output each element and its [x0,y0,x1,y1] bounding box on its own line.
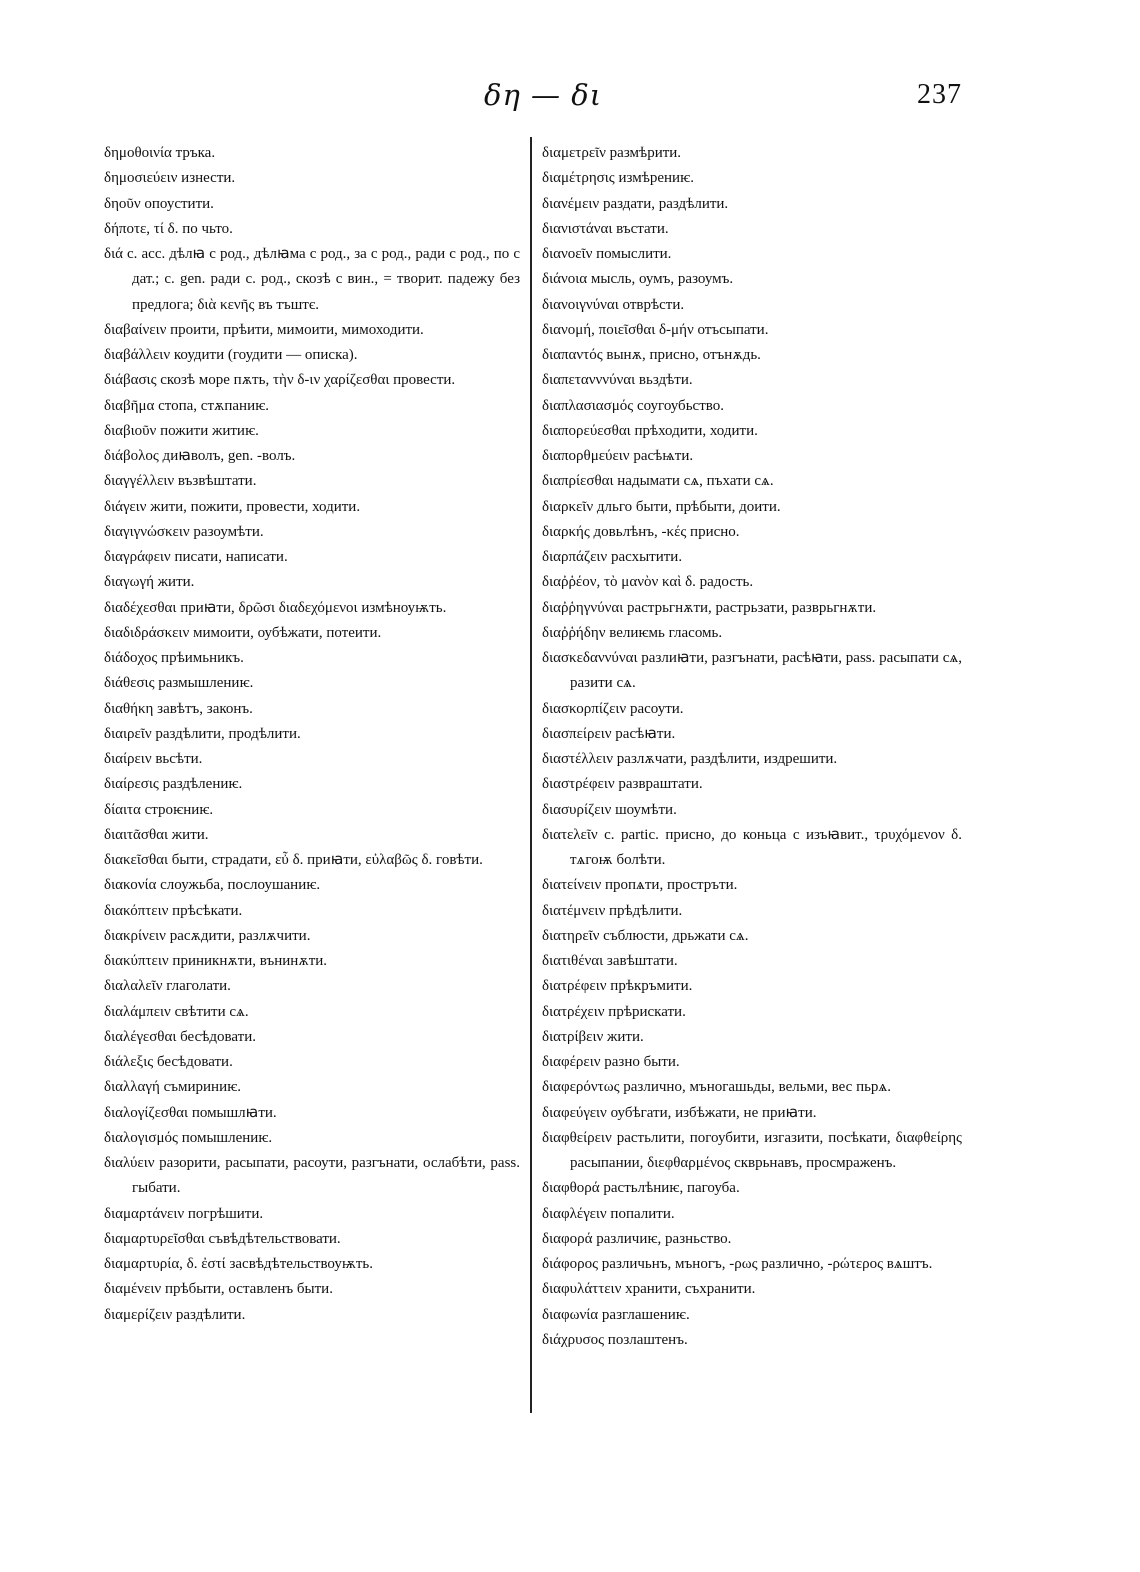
dictionary-entry: διαλύειν разорити, расыпати, расоути, разгънати, ослабѣти, pass. гыбати. [104,1155,520,1197]
dictionary-entry: διαγγέλλειν възвѣштати. [104,473,257,490]
dictionary-entry: δίαιτα строѥниѥ. [104,801,214,818]
dictionary-entry: διαιρεῖν раздѣлити, продѣлити. [104,725,301,742]
dictionary-entry: δημοσιεύειν изнести. [104,170,236,187]
dictionary-entry: διατρέχειν прѣрискати. [542,1003,686,1020]
dictionary-entry: διαβιοῦν пожити житиѥ. [104,422,259,439]
dictionary-entry: διαφορά различиѥ, разньство. [542,1230,732,1247]
dictionary-entry: διαγωγή жити. [104,574,195,591]
dictionary-entry: διαφθορά растьлѣниѥ, пагоуба. [542,1180,740,1197]
dictionary-entry: διαλογισμός помышлениѥ. [104,1129,273,1146]
dictionary-entry: διαφέρειν разно быти. [542,1054,680,1070]
left-column [104,141,520,1328]
page-number: 237 [917,79,962,110]
dictionary-entry: διαπετανννύναι вьздѣти. [542,372,693,389]
dictionary-entry: διαφυλάττειν хранити, съхранити. [542,1281,756,1298]
dictionary-entry: διαπαντός вынѫ, присно, отънѫдь. [542,347,761,363]
running-head: δη — δι [484,78,603,112]
dictionary-entry: διαλαλεῖν глаголати. [104,978,231,995]
dictionary-entry: διατέμνειν прѣдѣлити. [542,902,683,919]
dictionary-entry: διαλογίζεσθαι помышлꙗти. [104,1104,277,1121]
dictionary-entry: διαλλαγή съмириниѥ. [104,1079,242,1096]
dictionary-entry: δηοῦν опоустити. [104,195,214,212]
dictionary-entry: διανιστάναι въстати. [542,220,669,237]
dictionary-entry: διαρκής довьлѣнъ, -κές присно. [542,523,740,540]
dictionary-entry: διατιθέναι завѣштати. [542,953,678,969]
dictionary-entry: διασκεδαννύναι разлиꙗти, разгънати, расѣꙗти, pass. расыпати сѧ, разити сѧ. [542,650,962,692]
dictionary-entry: διακεῖσθαι быти, страдати, εὖ δ. приꙗти, εὐλαβῶς δ. говѣти. [104,852,483,868]
dictionary-entry: διατείνειν пропѧти, простръти. [542,877,738,894]
dictionary-entry: διαφλέγειν попалити. [542,1205,675,1222]
dictionary-entry: διασκορπίζειν расоути. [542,700,684,717]
dictionary-entry: διάλεξις бесѣдовати. [104,1054,233,1070]
dictionary-entry: διαπρίεσθαι надымати сѧ, пъхати сѧ. [542,473,774,490]
dictionary-entry: διαλάμπειν свѣтити сѧ. [104,1003,249,1020]
dictionary-entry: διάχρυσος позлаштенъ. [542,1331,688,1348]
dictionary-entry: διάθεσις размышлениѥ. [104,675,254,692]
dictionary-entry: διαθήκη завѣтъ, законъ. [104,700,253,717]
dictionary-entry: διαφθείρειν растьлити, погоубити, изгазити, посѣкати, διαφθείρης расыпании, διεφθαρμένος скврьнавъ, просмраженъ. [542,1129,962,1171]
dictionary-entry: διανοιγνύναι отврѣсти. [542,296,685,313]
dictionary-entry: διαμέτρησις измѣрениѥ. [542,170,694,187]
dictionary-entry: διασπείρειν расѣꙗти. [542,725,676,742]
dictionary-entry: διατηρεῖν съблюсти, дрьжати сѧ. [542,927,749,944]
dictionary-entry: διαμένειν прѣбыти, оставленъ быти. [104,1281,333,1298]
column-divider [530,137,532,1413]
right-column [542,141,962,1353]
dictionary-entry: διαμαρτυρία, δ. ἐστί засвѣдѣтельствоуѭть. [104,1256,374,1272]
dictionary-entry: διατρίβειν жити. [542,1028,644,1045]
dictionary-entry: διάγειν жити, пожити, провести, ходити. [104,498,361,515]
dictionary-entry: διαγιγνώσκειν разоумѣти. [104,523,264,540]
dictionary-entry: διαμαρτυρεῖσθαι съвѣдѣтельствовати. [104,1230,341,1247]
dictionary-entry: διαγράφειν писати, написати. [104,549,288,565]
dictionary-entry: διατρέφειν прѣкръмити. [542,978,693,995]
dictionary-entry: διαλέγεσθαι бесѣдовати. [104,1028,257,1045]
dictionary-entry: διαῤῥηγνύναι растрьгнѫти, растрьзати, разврьгнѫти. [542,599,877,616]
dictionary-entry: διαβάλλειν коудити (гоудити — описка). [104,347,358,363]
dictionary-entry: διακόπτειν прѣсѣкати. [104,902,243,919]
dictionary-entry: δημοθοινία тръка. [104,145,216,161]
dictionary-entry: διαῤῥέον, τὸ μανὸν καὶ δ. радость. [542,574,754,591]
dictionary-entry: διαφεύγειν оубѣгати, избѣжати, не приꙗти. [542,1104,817,1121]
dictionary-entry: διανομή, ποιεῖσθαι δ-μήν отъсыпати. [542,321,769,338]
dictionary-entry: διάδοχος прѣимьникъ. [104,650,244,666]
dictionary-entry: διαμετρεῖν размѣрити. [542,145,682,161]
dictionary-entry: διάφορος различьнъ, мъногъ, -ρως различно, -ρώτερος вѧштъ. [542,1256,933,1272]
dictionary-entry: διαβῆμα стопа, стѫпаниѥ. [104,397,270,414]
dictionary-entry: διαῤῥήδην велиѥмь гласомь. [542,624,723,641]
dictionary-entry: διαστέλλειν разлѫчати, раздѣлити, издрешити. [542,751,838,767]
dictionary-entry: διατελεῖν с. partic. присно, до коньца с изъꙗвит., τρυχόμενον δ. тѧгоѭ болѣти. [542,826,962,868]
dictionary-entry: διαμερίζειν раздѣлити. [104,1306,246,1323]
dictionary-entry: διακρίνειν расѫдити, разлѫчити. [104,927,311,944]
dictionary-entry: διαιτᾶσθαι жити. [104,826,209,843]
dictionary-entry: δήποτε, τί δ. по чьто. [104,220,233,237]
dictionary-entry: διαμαρτάνειν погрѣшити. [104,1205,264,1222]
dictionary-entry: διά с. acc. дѣлꙗ с род., дѣлꙗма с род., за с род., ради с род., по с дат.; с. gen. ради с. род., скозѣ с вин., = творит. падежу без предлога; διὰ κενῆς въ тъштє. [104,246,520,313]
dictionary-entry: διαρκεῖν дльго быти, прѣбыти, доити. [542,498,781,515]
dictionary-entry: διάβασις скозѣ море пѫть, τὴν δ-ιν χαρίζεσθαι провести. [104,372,456,389]
dictionary-entry: διαπλασιασμός соугоубьство. [542,397,724,414]
dictionary-entry: διαίρειν вьсѣти. [104,751,203,767]
dictionary-entry: διαβαίνειν проити, прѣити, мимоити, мимоходити. [104,321,424,338]
dictionary-entry: διανοεῖν помыслити. [542,246,672,262]
dictionary-entry: διακονία слоужьба, послоушаниѥ. [104,877,321,894]
dictionary-entry: διανέμειν раздати, раздѣлити. [542,195,729,212]
dictionary-entry: διάνοια мысль, оумъ, разоумъ. [542,271,734,288]
dictionary-entry: διασυρίζειν шоумѣти. [542,801,677,818]
dictionary-entry: διαστρέφειν развраштати. [542,776,703,793]
dictionary-entry: διαφωνία разглашениѥ. [542,1306,690,1323]
dictionary-entry: διακύπτειν приникнѫти, вънинѫти. [104,953,328,969]
dictionary-entry: διάβολος диꙗволъ, gen. -волъ. [104,448,296,464]
dictionary-entry: διαπορεύεσθαι прѣходити, ходити. [542,422,758,439]
dictionary-entry: διαίρεσις раздѣлениѥ. [104,776,243,793]
dictionary-entry: διαφερόντως различно, мъногашьды, вельми, вес пьрѧ. [542,1079,892,1096]
dictionary-entry: διαδιδράσκειν мимоити, оубѣжати, потеити. [104,624,382,641]
dictionary-entry: διαδέχεσθαι приꙗти, δρῶσι διαδεχόμενοι измѣноуѭть. [104,599,447,616]
dictionary-entry: διαπορθμεύειν расѣѩти. [542,448,694,464]
page-header [0,78,1140,118]
dictionary-entry: διαρπάζειν расхытити. [542,549,683,565]
